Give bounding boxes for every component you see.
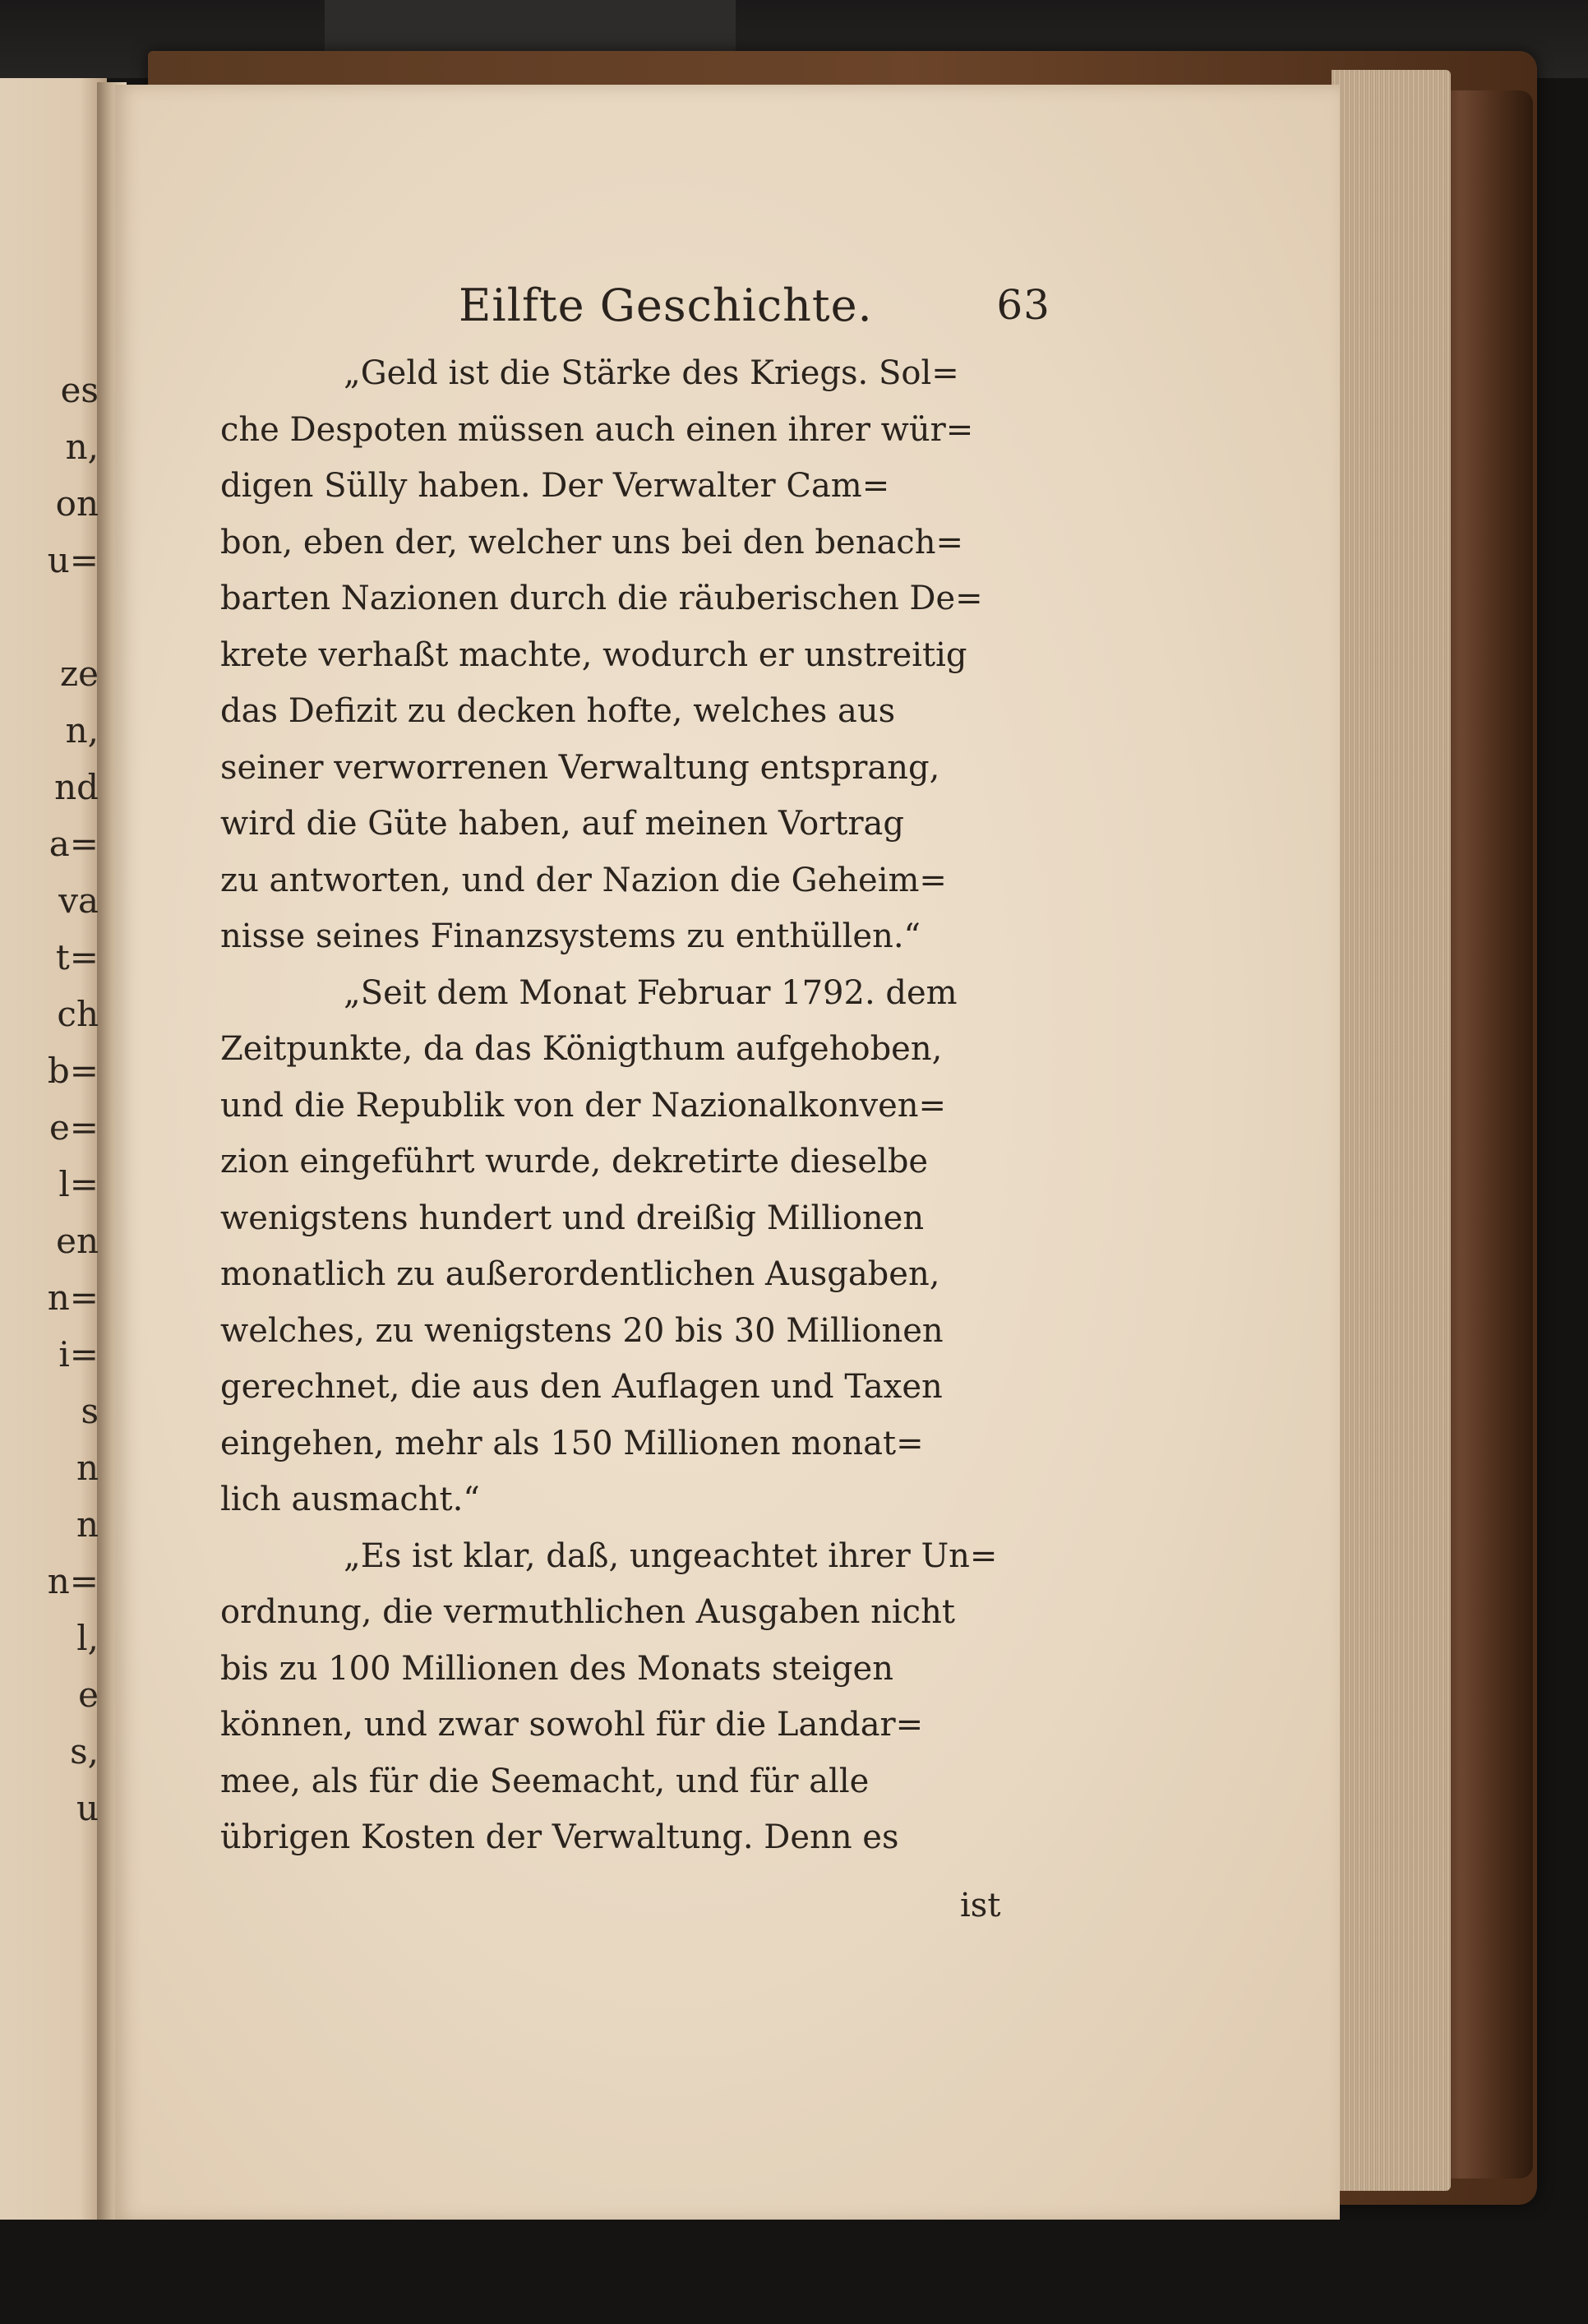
text-line: digen Sülly haben. Der Verwalter Cam= [220, 467, 890, 505]
text-line: zu antworten, und der Nazion die Geheim= [220, 861, 947, 899]
text-line: wenigstens hundert und dreißig Millionen [220, 1199, 925, 1237]
left-page-fragment: e= [48, 1107, 99, 1148]
text-line: nisse seines Finanzsystems zu enthüllen.“ [220, 917, 921, 955]
left-page-fragment: u= [47, 540, 99, 580]
left-page-fragment: es [60, 370, 99, 410]
running-head: Eilfte Geschichte. [459, 280, 873, 331]
left-page-fragment: nd [54, 767, 99, 807]
left-page-fragment: n [76, 1448, 99, 1488]
paragraph [220, 1528, 1050, 1866]
left-page-fragment: n= [47, 1278, 99, 1318]
left-page-fragment: en [56, 1221, 99, 1261]
left-page-fragment: n, [65, 710, 99, 751]
left-page-fragment: n= [47, 1561, 99, 1601]
background-bottom [0, 2220, 1588, 2324]
text-line: monatlich zu außerordentlichen Ausgaben, [220, 1255, 940, 1293]
left-page-fragment: e [78, 1675, 99, 1715]
text-line: können, und zwar sowohl für die Landar= [220, 1706, 924, 1744]
text-line: seiner verworrenen Verwaltung entsprang, [220, 748, 940, 787]
left-page-fragment: n, [65, 427, 99, 467]
left-page-fragment: t= [55, 937, 99, 977]
text-line: und die Republik von der Nazionalkonven= [220, 1086, 947, 1125]
paragraph [220, 345, 1050, 965]
left-page-fragment: s, [70, 1731, 99, 1772]
left-page-fragment: i= [58, 1334, 99, 1375]
text-line: krete verhaßt machte, wodurch er unstreitig [220, 635, 967, 674]
left-page-fragment: n [76, 1504, 99, 1545]
paragraph [220, 965, 1050, 1528]
text-line: eingehen, mehr als 150 Millionen monat= [220, 1424, 924, 1462]
text-line: lich ausmacht.“ [220, 1481, 480, 1518]
text-line: welches, zu wenigstens 20 bis 30 Millionen [220, 1311, 944, 1350]
left-page-fragment: u [76, 1788, 99, 1828]
left-page-fragment: ze [60, 654, 99, 694]
left-page-fragment: ch [57, 994, 99, 1034]
text-line: „Es ist klar, daß, ungeachtet ihrer Un= [344, 1536, 998, 1575]
text-line: wird die Güte haben, auf meinen Vortrag [220, 805, 905, 843]
running-header [220, 263, 1050, 345]
text-line: mee, als für die Seemacht, und für alle [220, 1762, 870, 1800]
text-line: bis zu 100 Millionen des Monats steigen [220, 1649, 893, 1688]
text-line: Zeitpunkte, da das Königthum aufgehoben, [220, 1030, 943, 1068]
text-line: barten Nazionen durch die räuberischen De= [220, 580, 983, 617]
text-line: zion eingeführt wurde, dekretirte dieselbe [220, 1143, 929, 1180]
page-number: 63 [996, 281, 1050, 329]
catchword: ist [960, 1887, 1001, 1924]
body-text [220, 345, 1050, 1866]
left-page-fragment: va [58, 880, 99, 921]
left-page-fragment: l, [76, 1618, 99, 1658]
text-line: ordnung, die vermuthlichen Ausgaben nicht [220, 1593, 955, 1631]
text-line: „Geld ist die Stärke des Kriegs. Sol= [344, 354, 959, 392]
left-page-fragment: on [55, 483, 99, 524]
text-line: che Despoten müssen auch einen ihrer wür= [220, 410, 974, 449]
left-page-text-fragments [0, 362, 105, 1837]
text-line: das Defizit zu decken hofte, welches aus [220, 692, 896, 730]
left-page-fragment [0, 589, 99, 645]
left-page-fragment: a= [48, 824, 99, 864]
page-edges [1332, 70, 1451, 2191]
text-line: übrigen Kosten der Verwaltung. Denn es [220, 1818, 899, 1856]
text-line: gerechnet, die aus den Auflagen und Taxen [220, 1368, 943, 1406]
text-line: „Seit dem Monat Februar 1792. dem [344, 973, 958, 1012]
left-page-fragment: l= [58, 1164, 99, 1204]
text-line: bon, eben der, welcher uns bei den benach= [220, 523, 963, 561]
left-page-fragment: s [81, 1391, 99, 1431]
page-text [220, 263, 1050, 1866]
left-page-fragment: b= [47, 1051, 99, 1091]
